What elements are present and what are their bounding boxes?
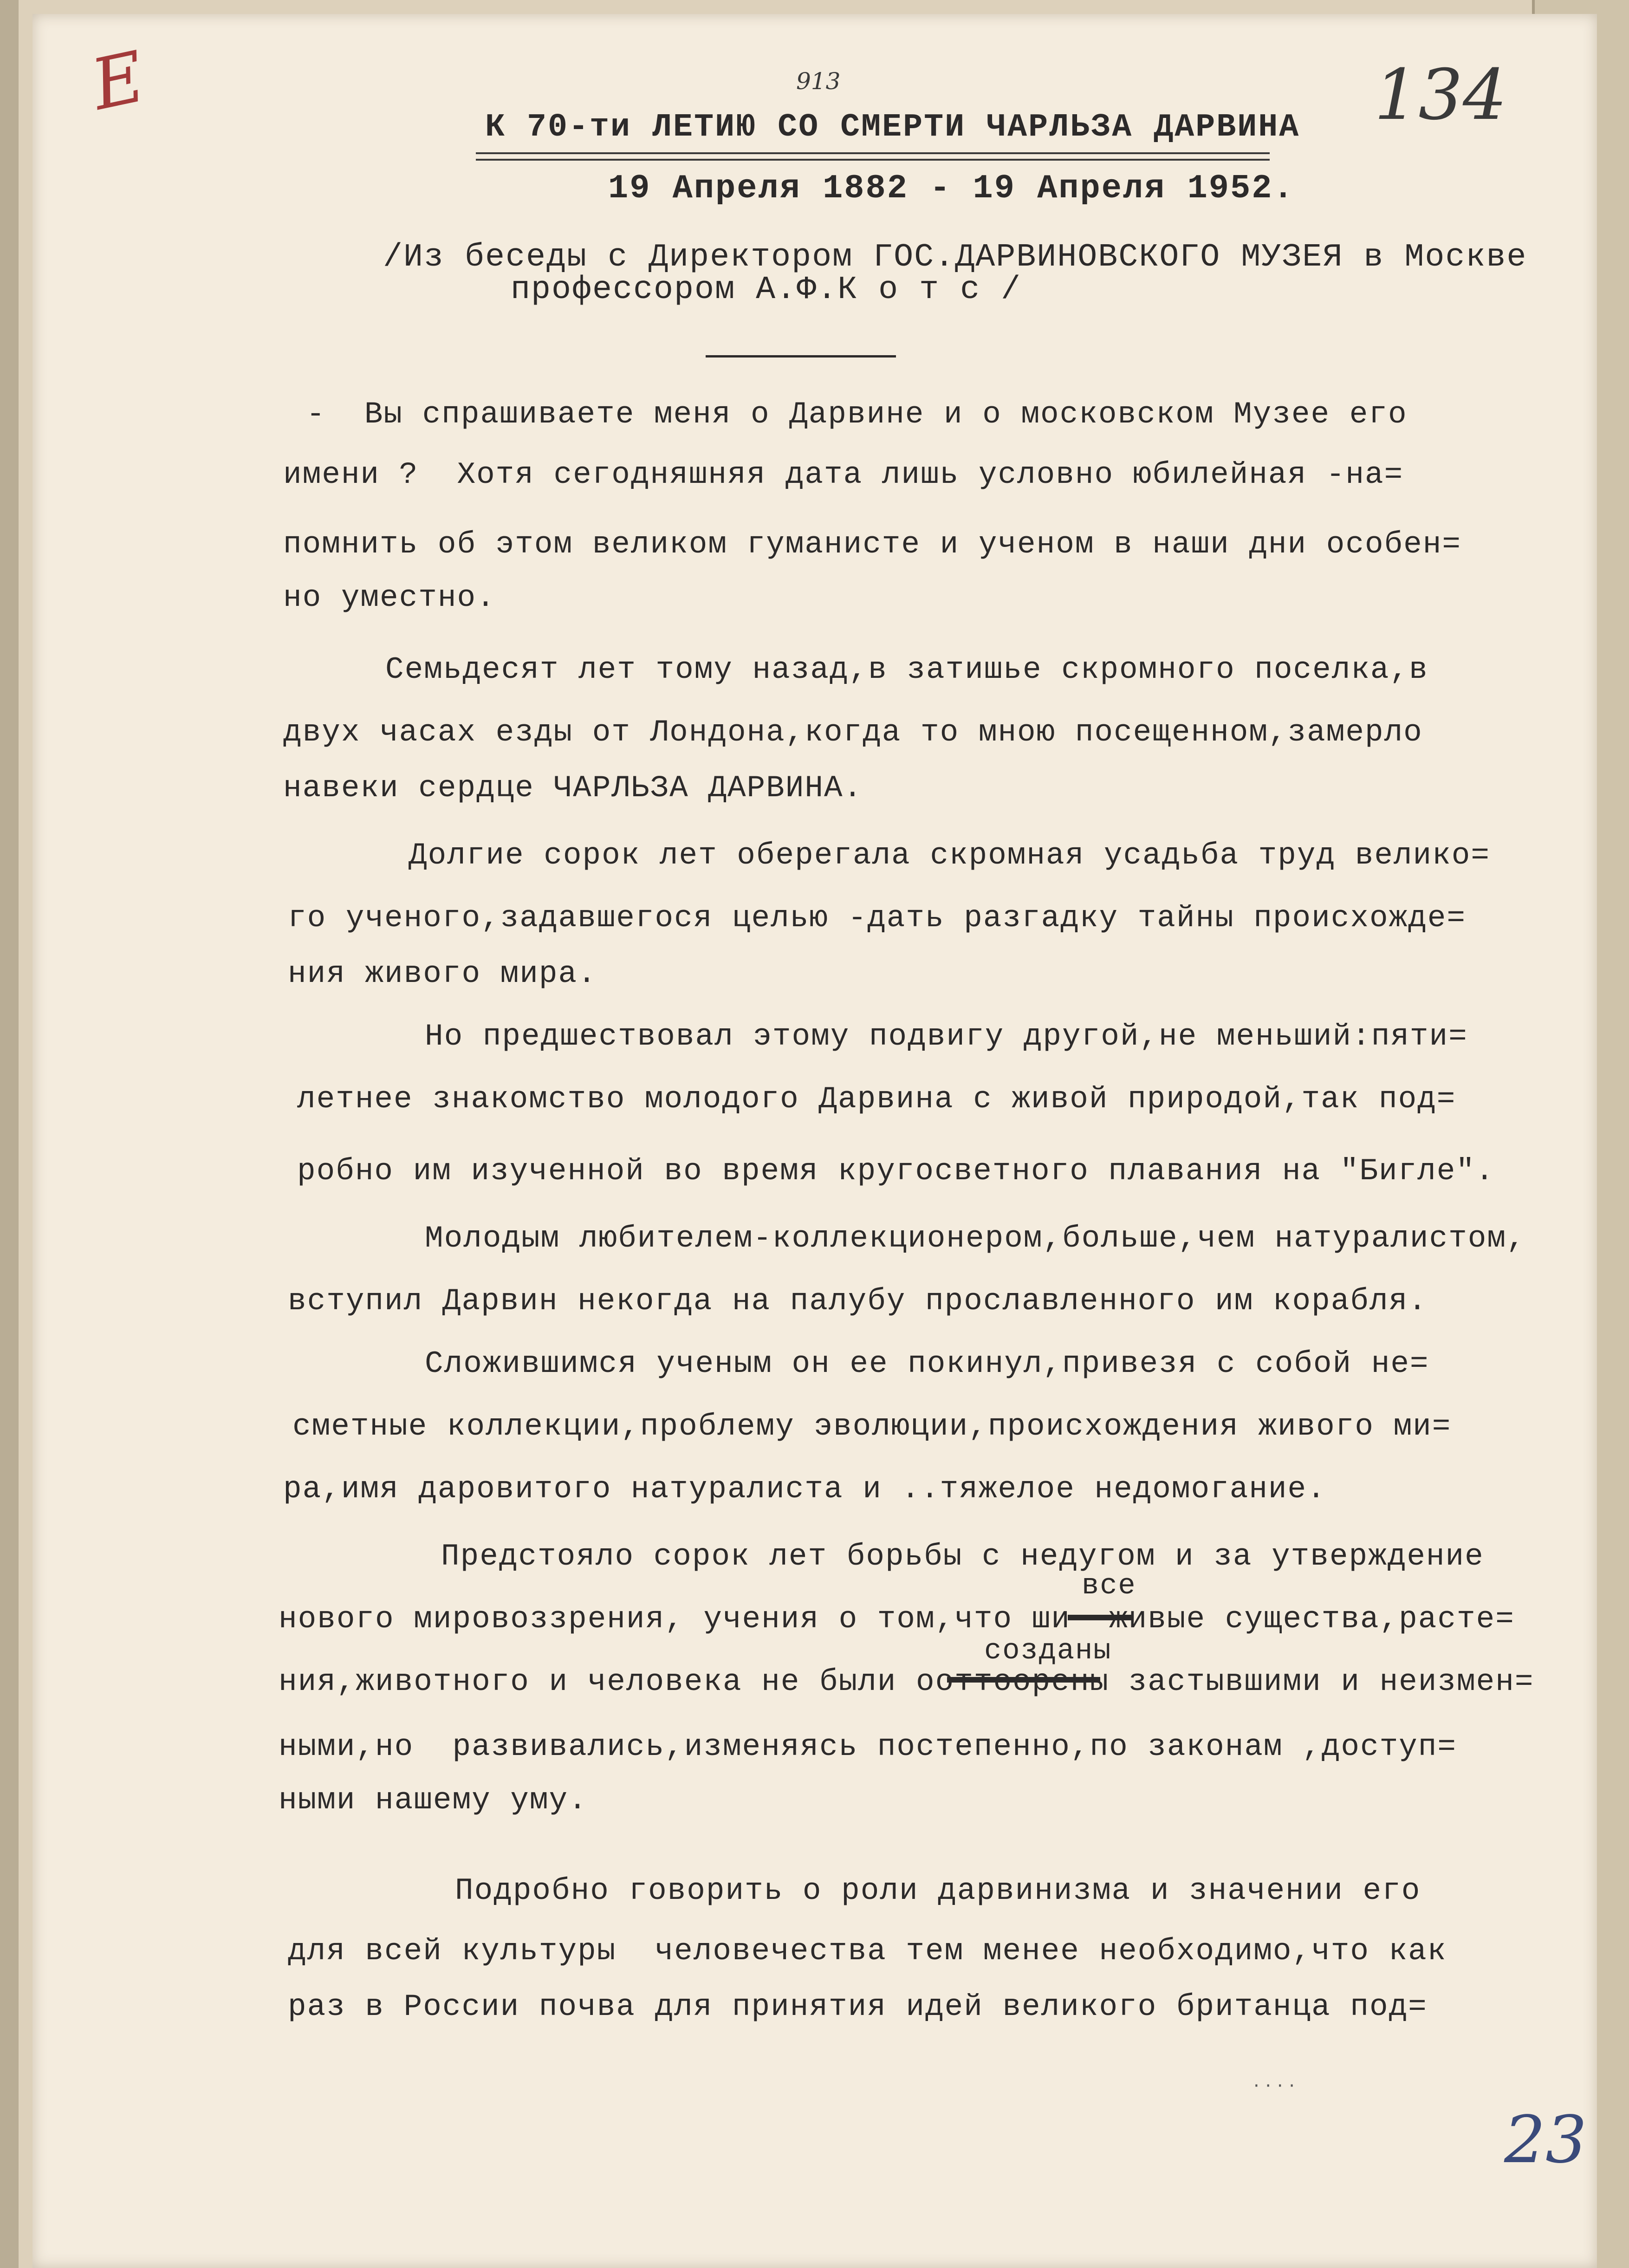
body-line: вступил Дарвин некогда на палубу прославленного им корабля. [288,1284,1428,1319]
title-double-underline [476,152,1270,154]
body-line: ными,но развивались,изменяясь постепенно,по законам ,доступ= [279,1729,1457,1764]
subtitle-line-2: профессором А.Ф.К о т с / [511,272,1022,308]
body-line: Но предшествовал этому подвигу другой,не меньший:пяти= [425,1019,1468,1054]
page-number-top: 134 [1374,55,1507,136]
body-line: имени ? Хотя сегодняшняя дата лишь условно юбилейная -на= [283,457,1404,492]
body-line: навеки сердце ЧАРЛЬЗА ДАРВИНА. [283,771,863,806]
margin-dots: · · · · [1253,2075,1295,2097]
red-margin-mark: E [85,36,152,126]
body-line: сметные коллекции,проблему эволюции,происхождения живого ми= [292,1409,1452,1444]
heading-separator [706,355,896,357]
body-line: робно им изученной во время кругосветного плавания на "Бигле". [297,1154,1495,1189]
body-line: помнить об этом великом гуманисте и ученом в наши дни особен= [283,527,1461,562]
body-line: нового мировоззрения, учения о том,что ши живые существа,расте= [279,1602,1515,1637]
body-line: Сложившимся ученым он ее покинул,привезя с собой не= [425,1346,1429,1381]
body-line: раз в России почва для принятия идей великого британца под= [288,1989,1428,2024]
body-line: ными нашему уму. [279,1783,588,1818]
body-line: ния,животного и человека не были ооттоорены застывшими и неизмен= [279,1664,1534,1699]
struck-word [947,1677,1100,1683]
document-dates: 19 Апреля 1882 - 19 Апреля 1952. [608,169,1295,208]
body-line: ра,имя даровитого натуралиста и ..тяжелое недомогание. [283,1472,1326,1507]
body-line: для всей культуры человечества тем менее необходимо,что как [288,1934,1447,1969]
subtitle-line-1: /Из беседы с Директором ГОС.ДАРВИНОВСКОГО МУЗЕЯ в Москве [383,239,1527,276]
interlinear-insert: созданы [984,1634,1112,1667]
body-line: го ученого,задавшегося целью -дать разгадку тайны происхожде= [288,901,1466,936]
body-line: Долгие сорок лет оберегала скромная усадьба труд велико= [409,838,1490,873]
title-double-underline-2 [476,159,1270,161]
body-line: Молодым любителем-коллекционером,больше,чем натуралистом, [425,1221,1526,1256]
body-line: Подробно говорить о роли дарвинизма и значении его [455,1873,1421,1908]
body-line: двух часах езды от Лондона,когда то мною посещенном,замерло [283,715,1423,750]
body-line: летнее знакомство молодого Дарвина с живой природой,так под= [297,1082,1456,1117]
page-number-bottom: 23 [1504,2102,1587,2178]
body-line: ния живого мира. [288,956,597,991]
body-line: Предстояло сорок лет борьбы с недугом и за утверждение [441,1539,1484,1574]
typed-page [32,14,1597,2268]
interlinear-insert: все [1082,1569,1136,1602]
body-line: - Вы спрашиваете меня о Дарвине и о московском Музее его [306,397,1408,432]
body-line: Семьдесят лет тому назад,в затишье скромного поселка,в [385,652,1428,687]
title-handwritten-correction: 913 [796,68,841,95]
document-title: К 70-ти ЛЕТИЮ СО СМЕРТИ ЧАРЛЬЗА ДАРВИНА [485,109,1300,146]
body-line: но уместно. [283,580,496,615]
struck-word [1068,1615,1133,1620]
